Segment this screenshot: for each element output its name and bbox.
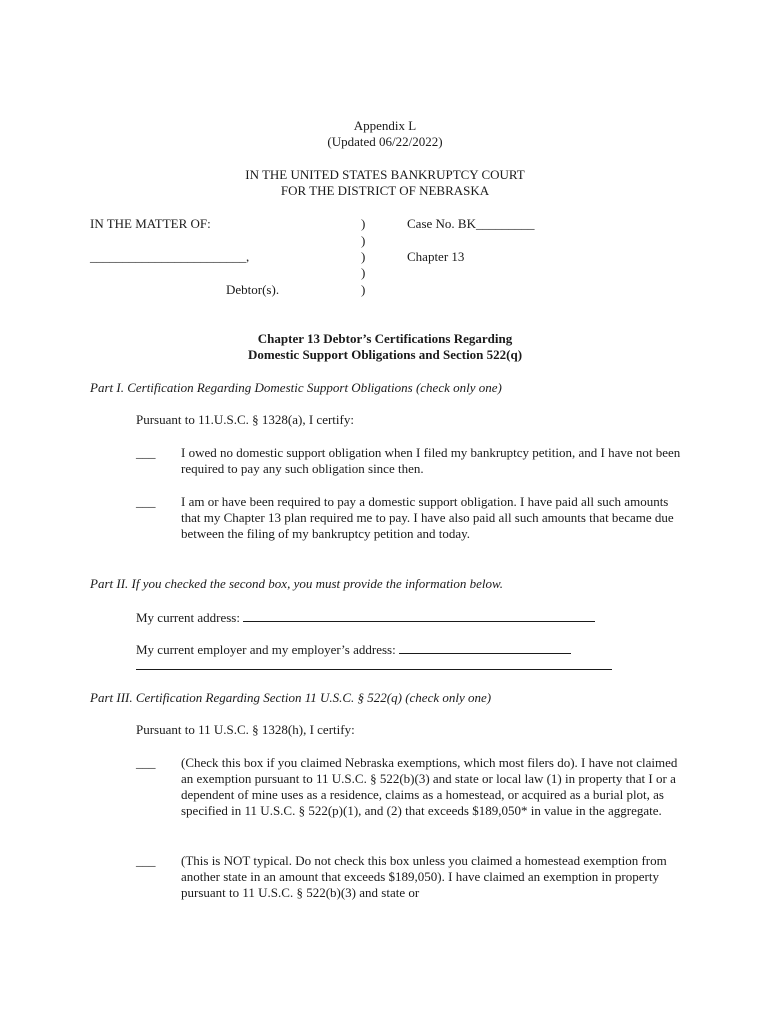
court-name: IN THE UNITED STATES BANKRUPTCY COURT [245, 167, 525, 182]
caption-paren: ) [361, 216, 366, 231]
part3-checkbox-1[interactable]: ___ [136, 755, 156, 770]
appendix-label: Appendix L [353, 118, 417, 133]
part3-checkbox-2[interactable]: ___ [136, 853, 156, 868]
part1-option-2: I am or have been required to pay a domestic support obligation. I have paid all such amounts that my Chapter 13 plan required me to pay. I have also paid all such amounts that became due between the filing of my bankruptcy petition and today. [181, 494, 674, 541]
employer-address-blank[interactable] [136, 657, 612, 670]
address-label: My current address: [136, 610, 244, 625]
employer-label: My current employer and my employer’s address: [136, 642, 399, 657]
matter-of-label: IN THE MATTER OF: [90, 216, 211, 231]
document-title-line2: Domestic Support Obligations and Section 522(q) [247, 347, 523, 362]
part3-heading: Part III. Certification Regarding Section 11 U.S.C. § 522(q) (check only one) [90, 690, 492, 705]
part1-heading: Part I. Certification Regarding Domestic Support Obligations (check only one) [90, 380, 502, 395]
debtor-name-blank: ________________________, [90, 249, 250, 264]
part1-pursuant: Pursuant to 11.U.S.C. § 1328(a), I certify: [136, 412, 354, 427]
chapter-label: Chapter 13 [407, 249, 465, 264]
updated-date: (Updated 06/22/2022) [327, 134, 443, 149]
part3-option-1: (Check this box if you claimed Nebraska exemptions, which most filers do). I have not claimed an exemption pursuant to 11 U.S.C. § 522(b)(3) and state or local law (1) in property that I or a dependent of mine uses as a residence, claims as a homestead, or acquired as a burial plot, as specified in 11 U.S.C. § 522(p)(1), and (2) that exceeds $189,050* in value in the aggregate. [181, 755, 678, 818]
employer-field[interactable] [136, 641, 571, 658]
caption-paren: ) [361, 249, 366, 264]
court-district: FOR THE DISTRICT OF NEBRASKA [280, 183, 490, 198]
caption-paren: ) [361, 233, 366, 248]
caption-paren: ) [361, 282, 366, 297]
debtor-label: Debtor(s). [226, 282, 280, 297]
address-blank[interactable] [243, 609, 595, 622]
caption-paren: ) [361, 265, 366, 280]
case-number: Case No. BK_________ [407, 216, 535, 231]
part2-heading: Part II. If you checked the second box, you must provide the information below. [90, 576, 504, 591]
part1-option-1: I owed no domestic support obligation when I filed my bankruptcy petition, and I have not been required to pay any such obligation since then. [181, 445, 681, 476]
part1-checkbox-2[interactable]: ___ [136, 494, 156, 509]
employer-address-field[interactable] [136, 657, 612, 674]
document-title-line1: Chapter 13 Debtor’s Certifications Regarding [257, 331, 513, 346]
part3-option-2: (This is NOT typical. Do not check this box unless you claimed a homestead exemption from another state in an amount that exceeds $189,050). I have claimed an exemption in property pursuant to 11 U.S.C. § 522(b)(3) and state or [181, 853, 667, 900]
part1-checkbox-1[interactable]: ___ [136, 445, 156, 460]
part3-pursuant: Pursuant to 11 U.S.C. § 1328(h), I certify: [136, 722, 355, 737]
employer-blank[interactable] [399, 641, 571, 654]
address-field[interactable] [136, 609, 595, 626]
